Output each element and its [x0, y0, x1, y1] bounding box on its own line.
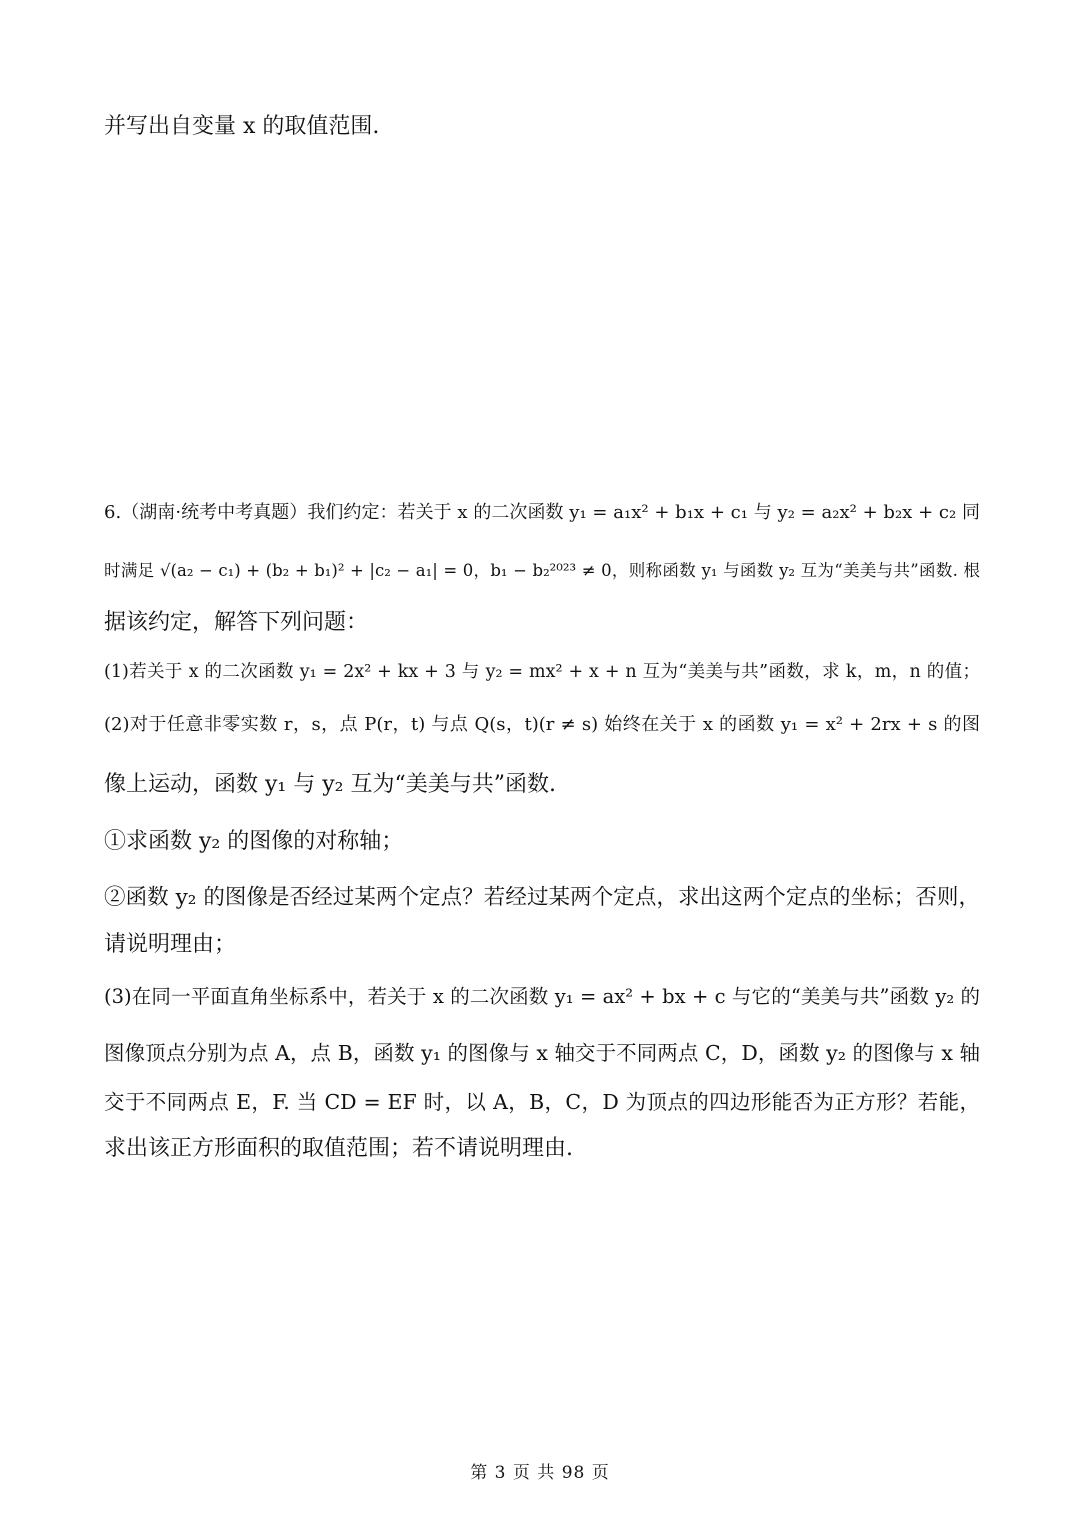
part-1-line: (1)若关于 x 的二次函数 y₁ = 2x² + kx + 3 与 y₂ = mx² + x + n 互为“美美与共”函数，求 k，m，n 的值；: [104, 662, 980, 682]
part-3-line-3: 交于不同两点 E，F. 当 CD = EF 时，以 A，B，C，D 为顶点的四边形能否为正方形？若能，: [104, 1090, 980, 1114]
part-2-line-1: (2)对于任意非零实数 r，s，点 P(r，t) 与点 Q(s，t)(r ≠ s) 始终在关于 x 的函数 y₁ = x² + 2rx + s 的图: [104, 714, 980, 735]
text-line-prev-question-end: 并写出自变量 x 的取值范围.: [104, 114, 380, 139]
part-2-sub-1: ①求函数 y₂ 的图像的对称轴；: [104, 829, 404, 854]
part-3-line-1: (3)在同一平面直角坐标系中，若关于 x 的二次函数 y₁ = ax² + bx + c 与它的“美美与共”函数 y₂ 的: [104, 985, 980, 1008]
part-2-sub-2-line-2: 请说明理由；: [104, 932, 237, 957]
question-6-line-3: 据该约定，解答下列问题：: [104, 610, 369, 635]
question-6-line-1: 6.（湖南·统考中考真题）我们约定：若关于 x 的二次函数 y₁ = a₁x² + b₁x + c₁ 与 y₂ = a₂x² + b₂x + c₂ 同: [104, 502, 980, 523]
page-number-footer: 第 3 页 共 98 页: [470, 1463, 610, 1483]
part-3-line-2: 图像顶点分别为点 A，点 B，函数 y₁ 的图像与 x 轴交于不同两点 C，D，函数 y₂ 的图像与 x 轴: [104, 1041, 980, 1065]
part-2-sub-2-line-1: ②函数 y₂ 的图像是否经过某两个定点？若经过某两个定点，求出这两个定点的坐标；否则，: [104, 885, 980, 910]
part-3-line-4: 求出该正方形面积的取值范围；若不请说明理由.: [104, 1136, 573, 1161]
question-6-line-2: 时满足 √(a₂ − c₁) + (b₂ + b₁)² + |c₂ − a₁| = 0，b₁ − b₂²⁰²³ ≠ 0，则称函数 y₁ 与函数 y₂ 互为“美美与共”函数. 根: [104, 561, 980, 580]
part-2-line-2: 像上运动，函数 y₁ 与 y₂ 互为“美美与共”函数.: [104, 772, 556, 797]
